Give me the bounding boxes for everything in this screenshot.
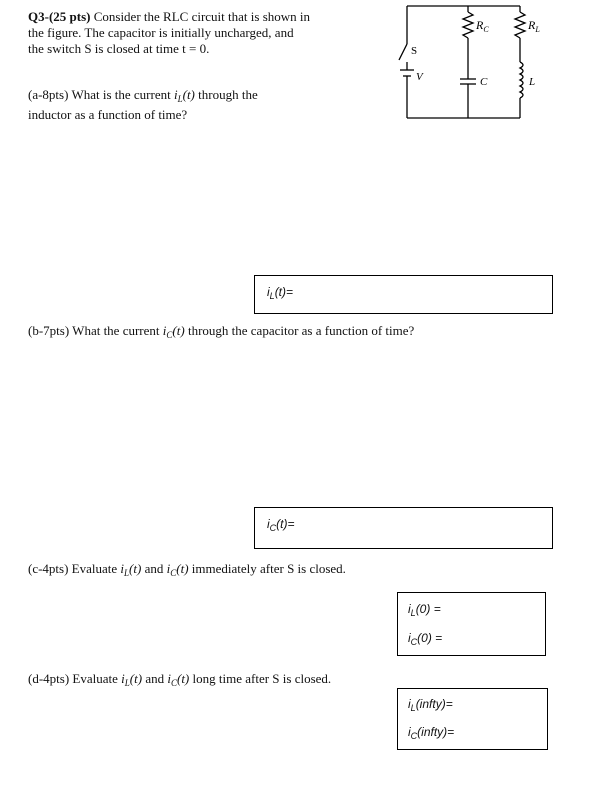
ind-label: L bbox=[529, 76, 536, 88]
question-heading: Q3-(25 pts) bbox=[28, 9, 91, 24]
intro-line-1: Consider the RLC circuit that is shown in bbox=[90, 9, 311, 24]
switch-blade bbox=[399, 44, 407, 60]
answer-label-b: $i_C(t)=$ bbox=[267, 517, 295, 533]
resistor-rl bbox=[515, 12, 525, 38]
inductor-coil bbox=[520, 62, 523, 98]
answer-label-c1: $i_L(0)$ = bbox=[408, 602, 441, 618]
part-c-question: (c-4pts) Evaluate $i_L(t)$ and $i_C(t)$ immediately after S is closed. bbox=[28, 561, 346, 578]
answer-box-b[interactable] bbox=[254, 507, 553, 549]
intro-line-2: the figure. The capacitor is initially uncharged, and bbox=[28, 25, 294, 40]
answer-box-c[interactable] bbox=[397, 592, 546, 656]
part-a-question: (a-8pts) What is the current $i_L(t)$ through the inductor as a function of time? bbox=[28, 87, 258, 122]
question-intro bbox=[28, 9, 358, 57]
rc-label: $R_C$ bbox=[476, 18, 489, 34]
answer-label-a: $i_L(t)=$ bbox=[267, 285, 294, 301]
switch-label: S bbox=[411, 45, 418, 57]
rl-label: $R_L$ bbox=[528, 18, 540, 34]
answer-box-d[interactable] bbox=[397, 688, 548, 750]
answer-label-c2: $i_C(0)$ = bbox=[408, 631, 443, 647]
part-d-question: (d-4pts) Evaluate $i_L(t)$ and $i_C(t)$ long time after S is closed. bbox=[28, 671, 332, 688]
cap-label: C bbox=[480, 76, 488, 88]
answer-label-d1: $i_L(infty)=$ bbox=[408, 697, 453, 713]
resistor-rc bbox=[463, 12, 473, 38]
answer-label-d2: $i_C(infty)=$ bbox=[408, 725, 455, 741]
intro-line-3: the switch S is closed at time t = 0. bbox=[28, 41, 210, 56]
part-b-question: (b-7pts) What the current $i_C(t)$ through the capacitor as a function of time? bbox=[28, 323, 415, 340]
rlc-circuit-diagram bbox=[380, 0, 580, 125]
source-label: V bbox=[416, 71, 423, 83]
answer-box-a[interactable] bbox=[254, 275, 553, 314]
